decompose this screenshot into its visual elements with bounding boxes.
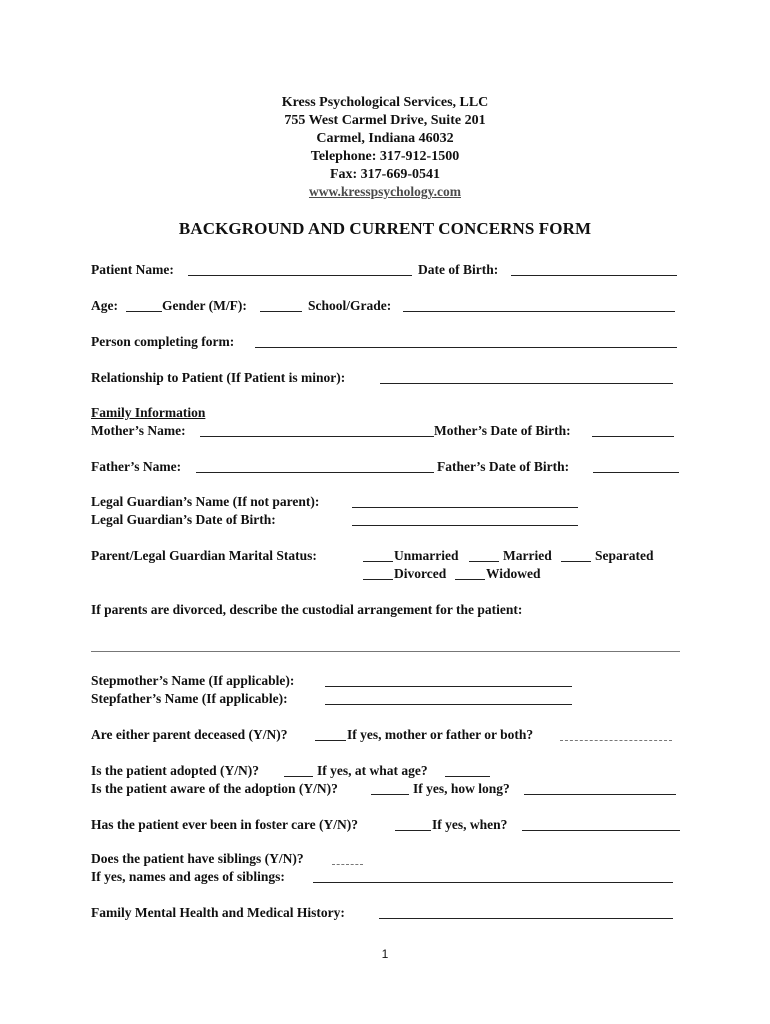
family-history-label: Family Mental Health and Medical History: [91, 905, 345, 920]
form-title: BACKGROUND AND CURRENT CONCERNS FORM [178, 219, 592, 238]
stepmother-label: Stepmother’s Name (If applicable): [91, 673, 295, 688]
foster-when-field[interactable] [522, 830, 680, 831]
aware-long-label: If yes, how long? [413, 781, 510, 796]
website-link-wrap [0, 183, 770, 201]
divorced-option: Divorced [394, 566, 447, 581]
siblings-field[interactable] [332, 864, 363, 865]
family-info-heading: Family Information [91, 405, 206, 420]
adopted-field[interactable] [284, 776, 313, 777]
father-name-label: Father’s Name: [91, 459, 182, 474]
age-field[interactable] [126, 311, 162, 312]
age-label: Age: [91, 298, 118, 313]
relationship-label: Relationship to Patient (If Patient is minor): [91, 370, 346, 385]
gender-field[interactable] [260, 311, 302, 312]
org-name: Kress Psychological Services, LLC [281, 95, 489, 110]
family-history-field[interactable] [379, 918, 673, 919]
father-name-field[interactable] [196, 472, 434, 473]
aware-label: Is the patient aware of the adoption (Y/N)? [91, 781, 338, 796]
mother-dob-field[interactable] [592, 436, 674, 437]
guardian-name-label: Legal Guardian’s Name (If not parent): [91, 494, 320, 509]
school-field[interactable] [403, 311, 675, 312]
stepfather-field[interactable] [325, 704, 572, 705]
relationship-field[interactable] [380, 383, 673, 384]
adopted-age-field[interactable] [445, 776, 490, 777]
gender-label: Gender (M/F): [162, 298, 247, 313]
guardian-name-field[interactable] [352, 507, 578, 508]
guardian-dob-label: Legal Guardian’s Date of Birth: [91, 512, 276, 527]
foster-label: Has the patient ever been in foster care (Y/N)? [91, 817, 358, 832]
father-dob-label: Father’s Date of Birth: [437, 459, 570, 474]
org-address: 755 West Carmel Drive, Suite 201 [284, 113, 486, 128]
deceased-which-field[interactable] [560, 740, 672, 741]
widowed-blank[interactable] [455, 579, 485, 580]
siblings-names-label: If yes, names and ages of siblings: [91, 869, 285, 884]
married-blank[interactable] [469, 561, 499, 562]
mother-name-field[interactable] [200, 436, 434, 437]
custodial-field[interactable] [91, 651, 680, 652]
adopted-age-label: If yes, at what age? [317, 763, 428, 778]
foster-when-label: If yes, when? [432, 817, 508, 832]
org-fax: Fax: 317-669-0541 [329, 167, 441, 182]
dob-label: Date of Birth: [418, 262, 499, 277]
dob-field[interactable] [511, 275, 677, 276]
separated-blank[interactable] [561, 561, 591, 562]
guardian-dob-field[interactable] [352, 525, 578, 526]
siblings-names-field[interactable] [313, 882, 673, 883]
father-dob-field[interactable] [593, 472, 679, 473]
website-link[interactable]: www.kresspsychology.com [308, 184, 461, 199]
widowed-option: Widowed [486, 566, 541, 581]
separated-option: Separated [595, 548, 654, 563]
org-phone: Telephone: 317-912-1500 [310, 149, 460, 164]
patient-name-field[interactable] [188, 275, 412, 276]
person-completing-field[interactable] [255, 347, 677, 348]
aware-field[interactable] [371, 794, 409, 795]
deceased-which-label: If yes, mother or father or both? [347, 727, 534, 742]
married-option: Married [503, 548, 552, 563]
stepmother-field[interactable] [325, 686, 572, 687]
patient-name-label: Patient Name: [91, 262, 174, 277]
school-label: School/Grade: [308, 298, 392, 313]
aware-long-field[interactable] [524, 794, 676, 795]
adopted-label: Is the patient adopted (Y/N)? [91, 763, 260, 778]
unmarried-option: Unmarried [394, 548, 459, 563]
deceased-field[interactable] [315, 740, 346, 741]
marital-status-label: Parent/Legal Guardian Marital Status: [91, 548, 317, 563]
stepfather-label: Stepfather’s Name (If applicable): [91, 691, 288, 706]
person-completing-label: Person completing form: [91, 334, 235, 349]
org-city: Carmel, Indiana 46032 [316, 131, 454, 146]
unmarried-blank[interactable] [363, 561, 393, 562]
mother-dob-label: Mother’s Date of Birth: [434, 423, 571, 438]
divorced-blank[interactable] [363, 579, 393, 580]
page-number: 1 [381, 947, 389, 961]
custodial-label: If parents are divorced, describe the custodial arrangement for the patient: [91, 602, 523, 617]
deceased-label: Are either parent deceased (Y/N)? [91, 727, 288, 742]
siblings-label: Does the patient have siblings (Y/N)? [91, 851, 304, 866]
foster-field[interactable] [395, 830, 431, 831]
mother-name-label: Mother’s Name: [91, 423, 186, 438]
